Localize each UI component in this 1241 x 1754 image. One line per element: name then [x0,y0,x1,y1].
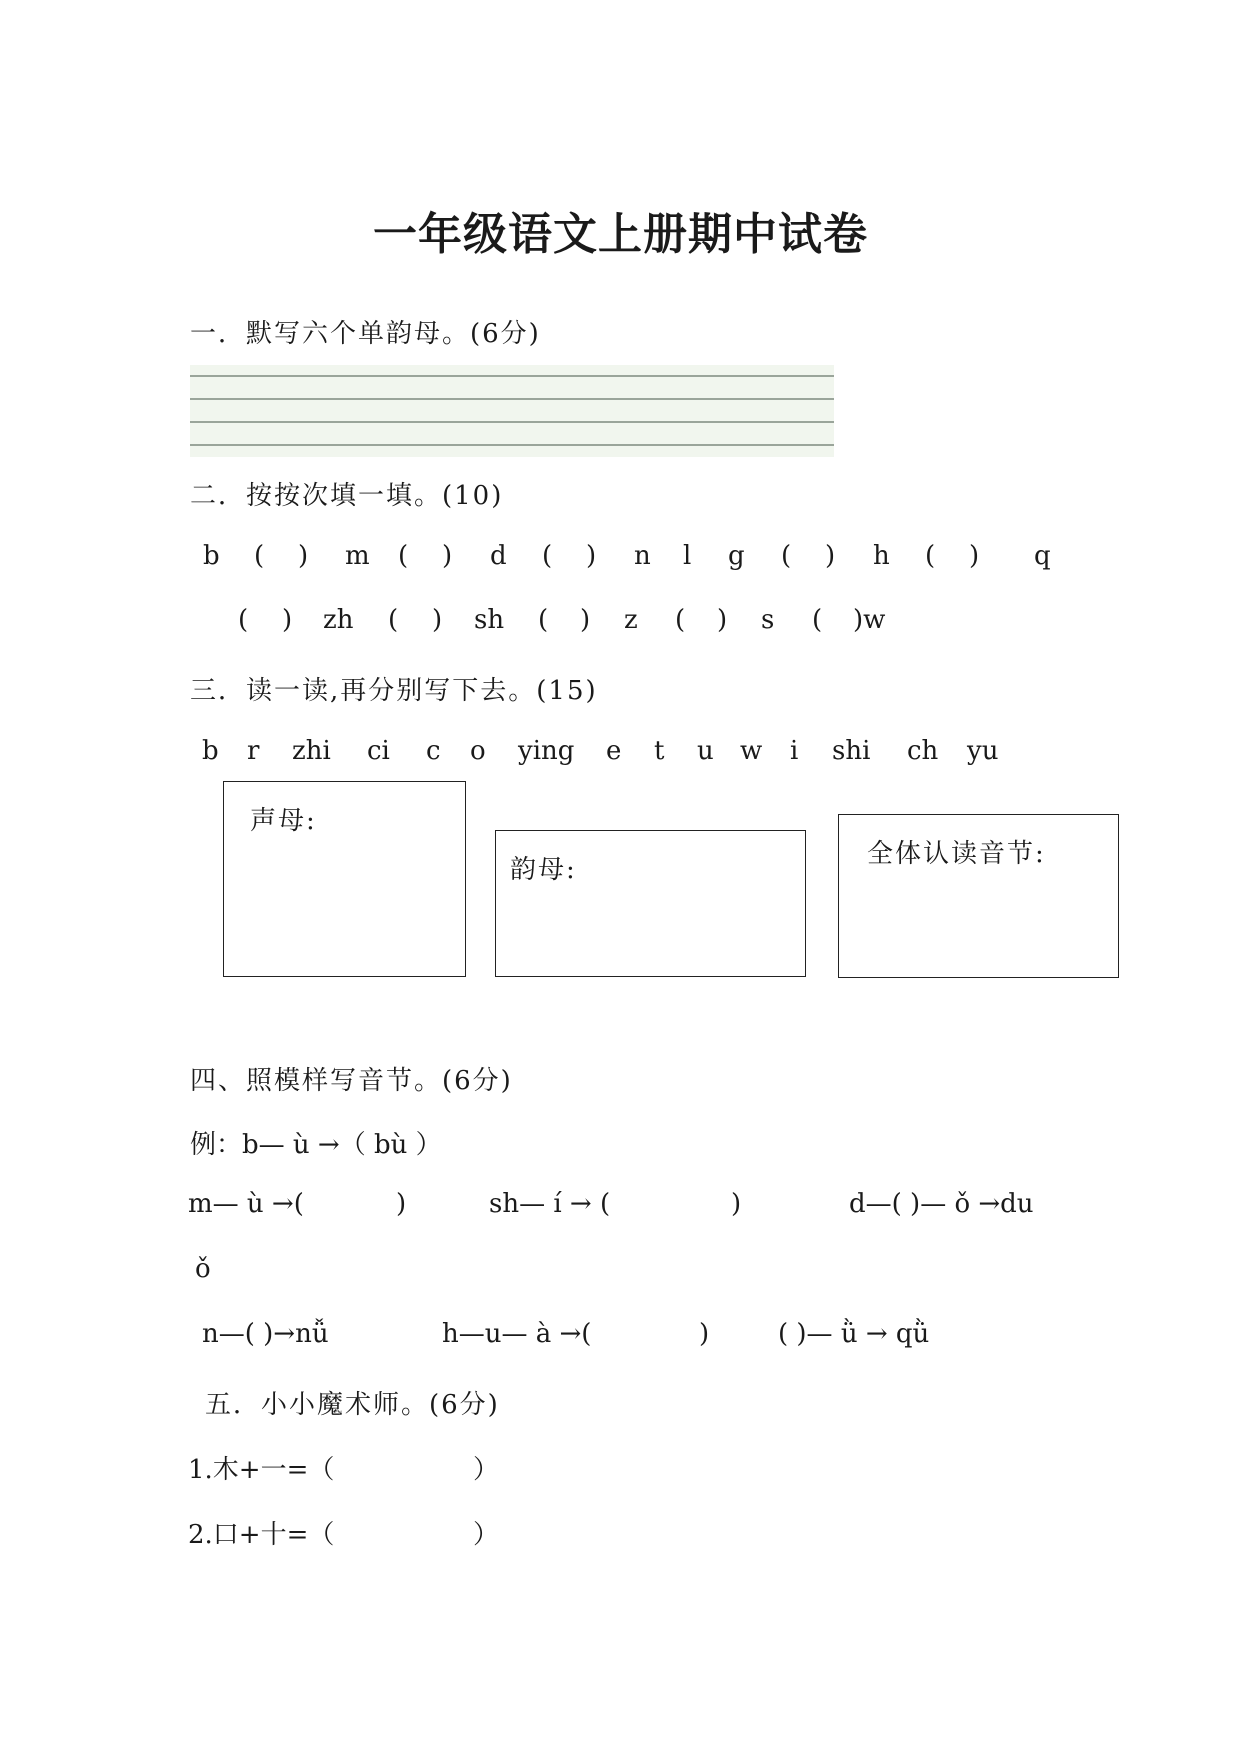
seq-item: ( [812,605,823,635]
answer-paren-close: ） [473,1455,500,1485]
seq-item: m [345,541,370,571]
seq-item: n [634,541,651,571]
sequence-row-1 [0,541,1241,575]
seq-item: ( [254,541,265,571]
question-5-heading: 五．小小魔术师。(6分) [205,1390,500,1420]
seq-item: ) [432,605,443,635]
seq-item: ( [538,605,549,635]
seq-item: ( [388,605,399,635]
seq-item: ) [969,541,980,571]
seq-item: z [624,605,638,635]
exercise-1c: d—( )— ǒ →du [849,1189,1034,1219]
seq-item: ( [925,541,936,571]
exercise-1b: sh— í → ( [489,1189,611,1219]
letter-item: ying [518,736,575,766]
question-3-heading: 三．读一读,再分别写下去。(15) [190,676,598,706]
whole-syllables-label: 全体认读音节: [867,839,1046,869]
seq-item: sh [474,605,505,635]
seq-item: b [203,541,220,571]
seq-item: ) [298,541,309,571]
letter-item: b [202,736,219,766]
seq-item: s [761,605,775,635]
seq-item: ) [580,605,591,635]
letter-item: r [247,736,260,766]
letter-item: u [697,736,714,766]
magic-item-2: 2.口+十=（ [188,1520,335,1550]
seq-item: )w [853,605,886,635]
seq-item: l [683,541,692,571]
answer-paren-close: ) [396,1189,407,1219]
exercise-3a: n—( )→nǚ [202,1319,329,1349]
finals-box[interactable] [495,830,806,977]
seq-item: ( [398,541,409,571]
letter-item: w [740,736,763,766]
seq-item: h [873,541,890,571]
seq-item: ) [442,541,453,571]
page-title: 一年级语文上册期中试卷 [373,209,868,260]
example-line: 例：b— ù →（ bù ） [190,1130,442,1160]
sequence-row-2 [0,605,1241,639]
letter-item: i [790,736,799,766]
initials-label: 声母: [250,806,317,836]
exercise-1a: m— ù →( [188,1189,304,1219]
question-4-heading: 四、照模样写音节。(6分) [190,1066,513,1096]
seq-item: ) [586,541,597,571]
answer-paren-close: ) [731,1189,742,1219]
seq-item: ( [781,541,792,571]
seq-item: ( [675,605,686,635]
seq-item: ( [238,605,249,635]
letter-item: o [470,736,486,766]
letters-row [0,736,1241,770]
answer-paren-close: ） [473,1520,500,1550]
seq-item: g [728,541,745,571]
exercise-3c: ( )— ǜ → qǜ [778,1319,930,1349]
letter-item: yu [967,736,999,766]
exercise-3b: h—u— à →( [442,1319,592,1349]
letter-item: zhi [292,736,331,766]
magic-item-1: 1.木+一=（ [188,1455,335,1485]
initials-box[interactable] [223,781,466,977]
letter-item: shi [832,736,871,766]
question-2-heading: 二．按按次填一填。(10) [190,481,504,511]
seq-item: d [490,541,507,571]
seq-item: ) [825,541,836,571]
whole-syllables-box[interactable] [838,814,1119,978]
seq-item: ) [282,605,293,635]
writing-lines[interactable] [190,365,834,457]
letter-item: ci [367,736,390,766]
letter-item: t [654,736,665,766]
seq-item: ) [717,605,728,635]
question-1-heading: 一．默写六个单韵母。(6分) [190,319,541,349]
letter-item: ch [907,736,939,766]
exercise-wrap: ǒ [195,1254,211,1284]
seq-item: ( [542,541,553,571]
letter-item: e [606,736,622,766]
letter-item: c [426,736,441,766]
seq-item: zh [323,605,354,635]
finals-label: 韵母: [510,855,577,885]
seq-item: q [1034,541,1051,571]
answer-paren-close: ) [699,1319,710,1349]
